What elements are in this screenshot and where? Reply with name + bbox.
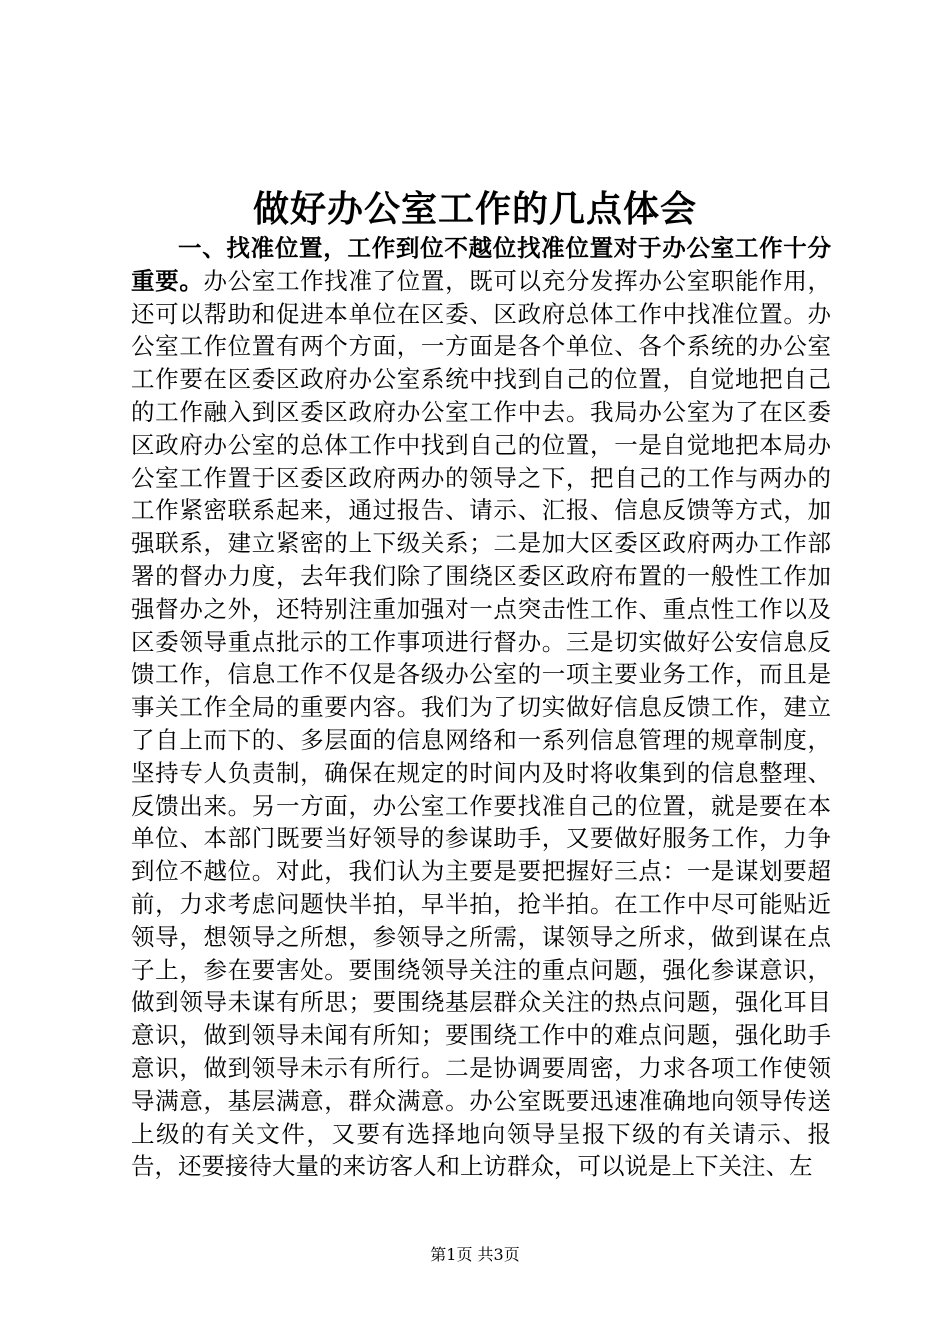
- page-number-footer: 第1页 共3页: [430, 1245, 520, 1264]
- document-title: 做好办公室工作的几点体会: [252, 188, 697, 230]
- document-body: [131, 232, 831, 1183]
- section-heading: 一、找准位置，工作到位不越位找准位置对于办公室工作十分重要。: [131, 234, 831, 295]
- paragraph-text: 办公室工作找准了位置，既可以充分发挥办公室职能作用，还可以帮助和促进本单位在区委、区政府总体工作中找准位置。办公室工作位置有两个方面，一方面是各个单位、各个系统的办公室工作要在区委区政府办公室系统中找到自己的位置，自觉地把自己的工作融入到区委区政府办公室工作中去。我局办公室为了在区委区政府办公室的总体工作中找到自己的位置，一是自觉地把本局办公室工作置于区委区政府两办的领导之下，把自己的工作与两办的工作紧密联系起来，通过报告、请示、汇报、信息反馈等方式，加强联系，建立紧密的上下级关系；二是加大区委区政府两办工作部署的督办力度，去年我们除了围绕区委区政府布置的一般性工作加强督办之外，还特别注重加强对一点突击性工作、重点性工作以及区委领导重点批示的工作事项进行督办。三是切实做好公安信息反馈工作，信息工作不仅是各级办公室的一项主要业务工作，而且是事关工作全局的重要内容。我们为了切实做好信息反馈工作，建立了自上而下的、多层面的信息网络和一系列信息管理的规章制度，坚持专人负责制，确保在规定的时间内及时将收集到的信息整理、反馈出来。另一方面，办公室工作要找准自己的位置，就是要在本单位、本部门既要当好领导的参谋助手，又要做好服务工作，力争到位不越位。对此，我们认为主要是要把握好三点：一是谋划要超前，力求考虑问题快半拍，早半拍，抢半拍。在工作中尽可能贴近领导，想领导之所想，参领导之所需，谋领导之所求，做到谋在点子上，参在要害处。要围绕领导关注的重点问题，强化参谋意识，做到领导未谋有所思；要围绕基层群众关注的热点问题，强化耳目意识，做到领导未闻有所知；要围绕工作中的难点问题，强化助手意识，做到领导未示有所行。二是协调要周密，力求各项工作使领导满意，基层满意，群众满意。办公室既要迅速准确地向领导传送上级的有关文件，又要有选择地向领导呈报下级的有关请示、报告，还要接待大量的来访客人和上访群众，可以说是上下关注、左: [131, 266, 832, 1181]
- body-paragraph: [131, 232, 831, 1183]
